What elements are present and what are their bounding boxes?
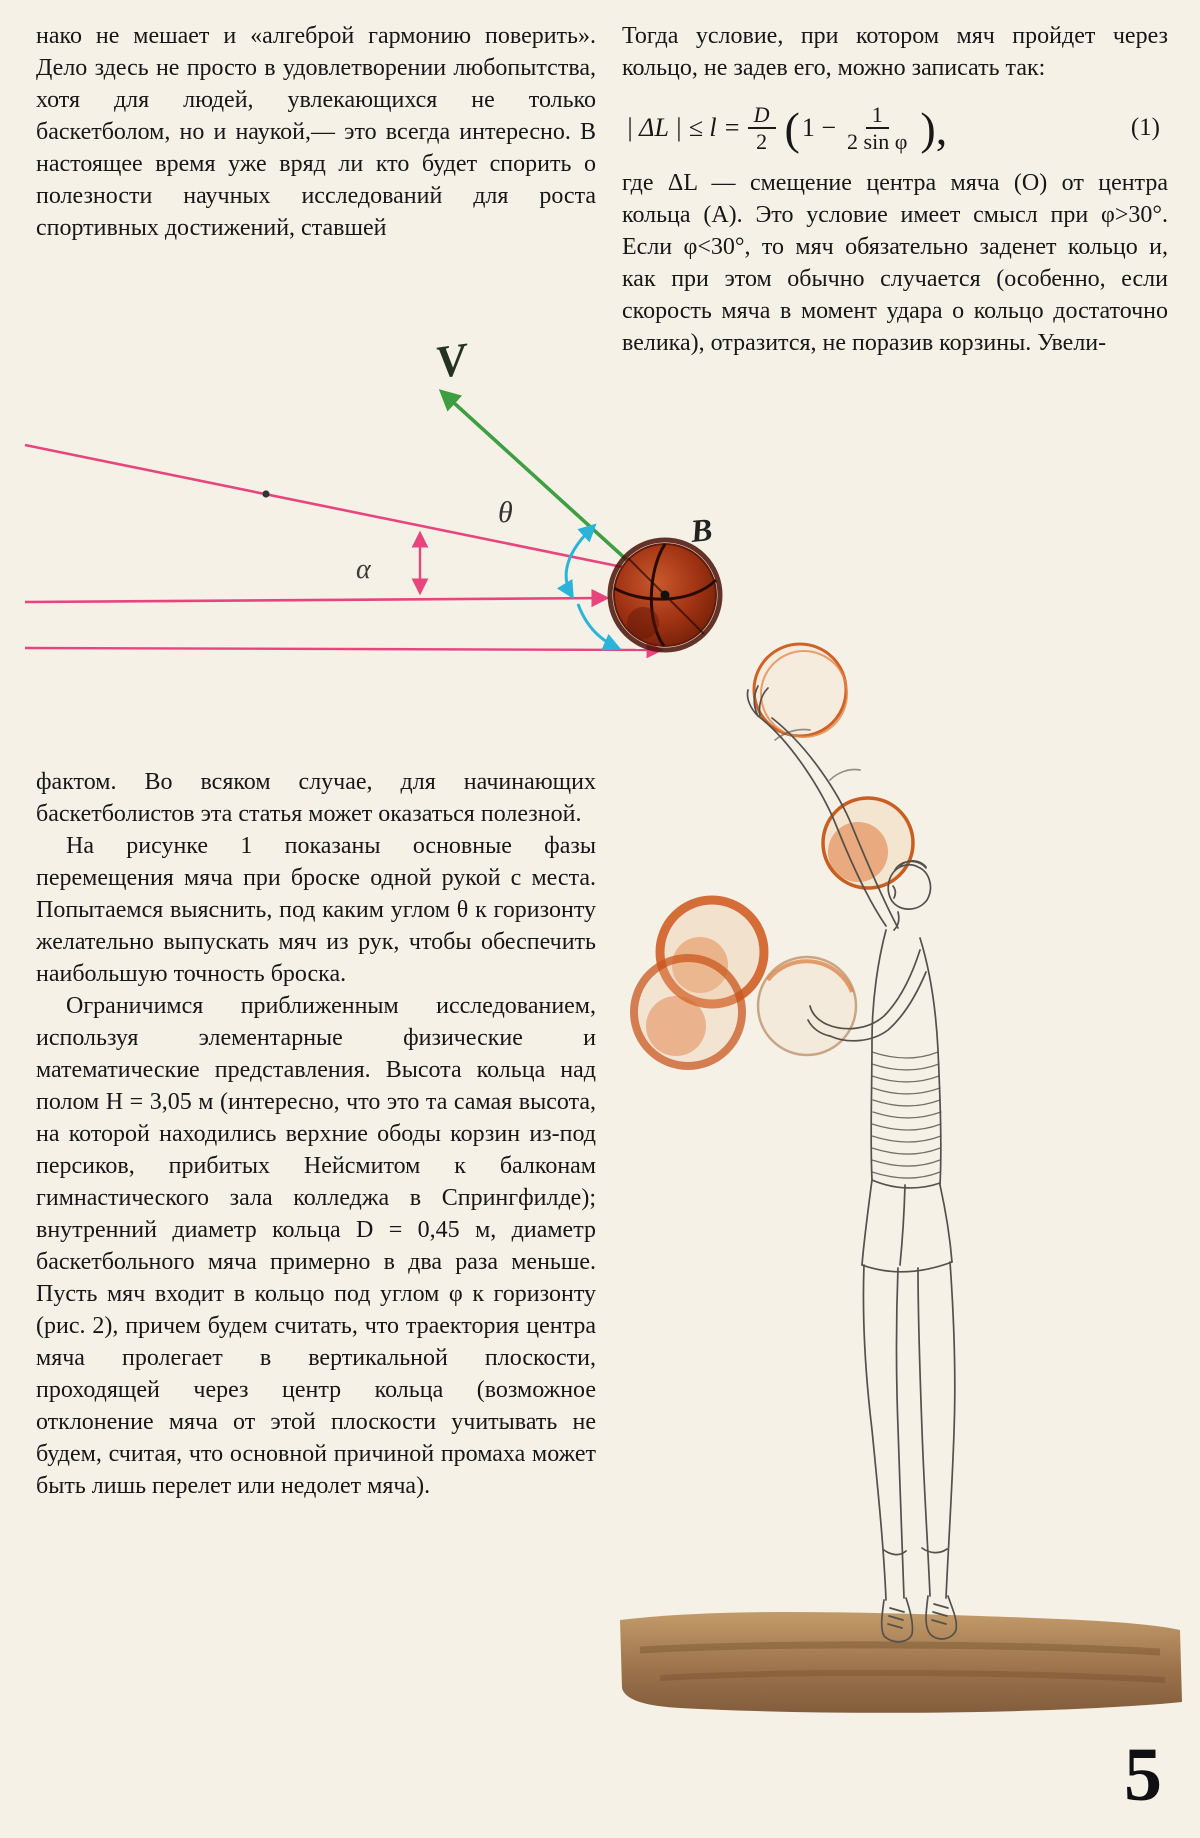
article-left-column-top: [36, 20, 596, 244]
fraction-1-over-2sinphi: $\frac{1}{\text{2 sin φ}}$: [847, 102, 908, 155]
player-shirt-ribs: [872, 1052, 941, 1178]
paragraph: На рисунке 1 показаны основные фазы перемещения мяча при броске одной рукой с места. Попытаемся выяснить, под каким углом θ к горизонту желательно выпускать мяч из рук, чтобы обеспечить наибольшую точность броска.: [36, 833, 596, 987]
paragraph: Ограничимся приближенным исследованием, используя элементарные физические и математические представления. Высота кольца над полом H = 3,05 м (интересно, что это та самая высота, на которой находились верхние ободы корзин из-под персиков, прибитых Нейсмитом к балконам гимнастического зала колледжа в Спрингфилде); внутренний диаметр кольца D = 0,45 м, диаметр баскетбольного мяча примерно в два раза меньше. Пусть мяч входит в кольцо под углом φ к горизонту (рис. 2), причем будем считать, что траектория центра мяча пролегает в вертикальной плоскости, проходящей через центр кольца (возможное отклонение мяча от этой плоскости учитывать не будем, считая, что основной причиной промаха может быть лишь перелет или недолет мяча).: [36, 993, 596, 1499]
point-on-trajectory: [262, 490, 269, 497]
player-leg: [897, 1268, 905, 1598]
horizontal-axis-line: [25, 598, 606, 602]
one-minus: 1 −: [801, 113, 837, 143]
player-torso: [920, 938, 941, 1185]
player-socks: [884, 1548, 947, 1555]
ball-label: B: [688, 510, 714, 549]
equation-lhs: | ΔL | ≤ l =: [626, 113, 741, 143]
article-left-column-bottom: [36, 766, 596, 1502]
fraction-d-over-2: $\frac{D}{2}$: [748, 102, 776, 155]
player-leg: [946, 1262, 955, 1598]
trajectory-line-upper: [25, 445, 642, 571]
paragraph: фактом. Во всяком случае, для начинающих баскетболистов эта статья может оказаться полезной.: [36, 769, 596, 827]
paragraph: где ΔL — смещение центра мяча (O) от центра кольца (A). Это условие имеет смысл при φ>30°. Если φ<30°, то мяч обязательно заденет кольцо и, как при этом обычно случается (особенно, если скорость мяча в момент удара о кольцо достаточно велика), отразится, не поразив корзины. Увели-: [622, 169, 1168, 356]
equation-1: [626, 102, 1168, 155]
ball-center-point: [661, 591, 670, 600]
article-right-column: [622, 20, 1168, 359]
page-number: 5: [1124, 1733, 1162, 1817]
player-leg: [863, 1265, 886, 1600]
player-illustration: [600, 620, 1200, 1820]
player-face: [893, 886, 895, 898]
trajectory-line-lower: [25, 648, 660, 650]
velocity-label: V: [432, 333, 470, 388]
alpha-label: α: [356, 554, 371, 585]
player-shorts: [862, 1180, 952, 1265]
equation-number: (1): [1130, 114, 1160, 142]
ball-sketch-blotch: [828, 822, 888, 882]
open-paren: (: [784, 102, 800, 154]
ball-phases: [634, 644, 913, 1066]
paragraph: Тогда условие, при котором мяч пройдет через кольцо, не задев его, можно записать так:: [622, 23, 1168, 81]
player-leg: [918, 1268, 930, 1596]
ball-sketch-blotch: [646, 996, 706, 1056]
motion-lines: [775, 729, 860, 780]
paragraph: нако не мешает и «алгеброй гармонию поверить». Дело здесь не просто в удовлетворении любопытства, хотя для людей, увлекающихся не только баскетболом, но и наукой,— это всегда интересно. В настоящее время уже вряд ли кто будет спорить о полезности научных исследований для роста спортивных достижений, ставшей: [36, 23, 596, 241]
theta-label: θ: [498, 496, 513, 529]
player-waist: [872, 1180, 940, 1188]
close-paren: ),: [920, 102, 948, 154]
player-shorts: [862, 1185, 952, 1272]
ball-sketch-top: [754, 644, 846, 736]
